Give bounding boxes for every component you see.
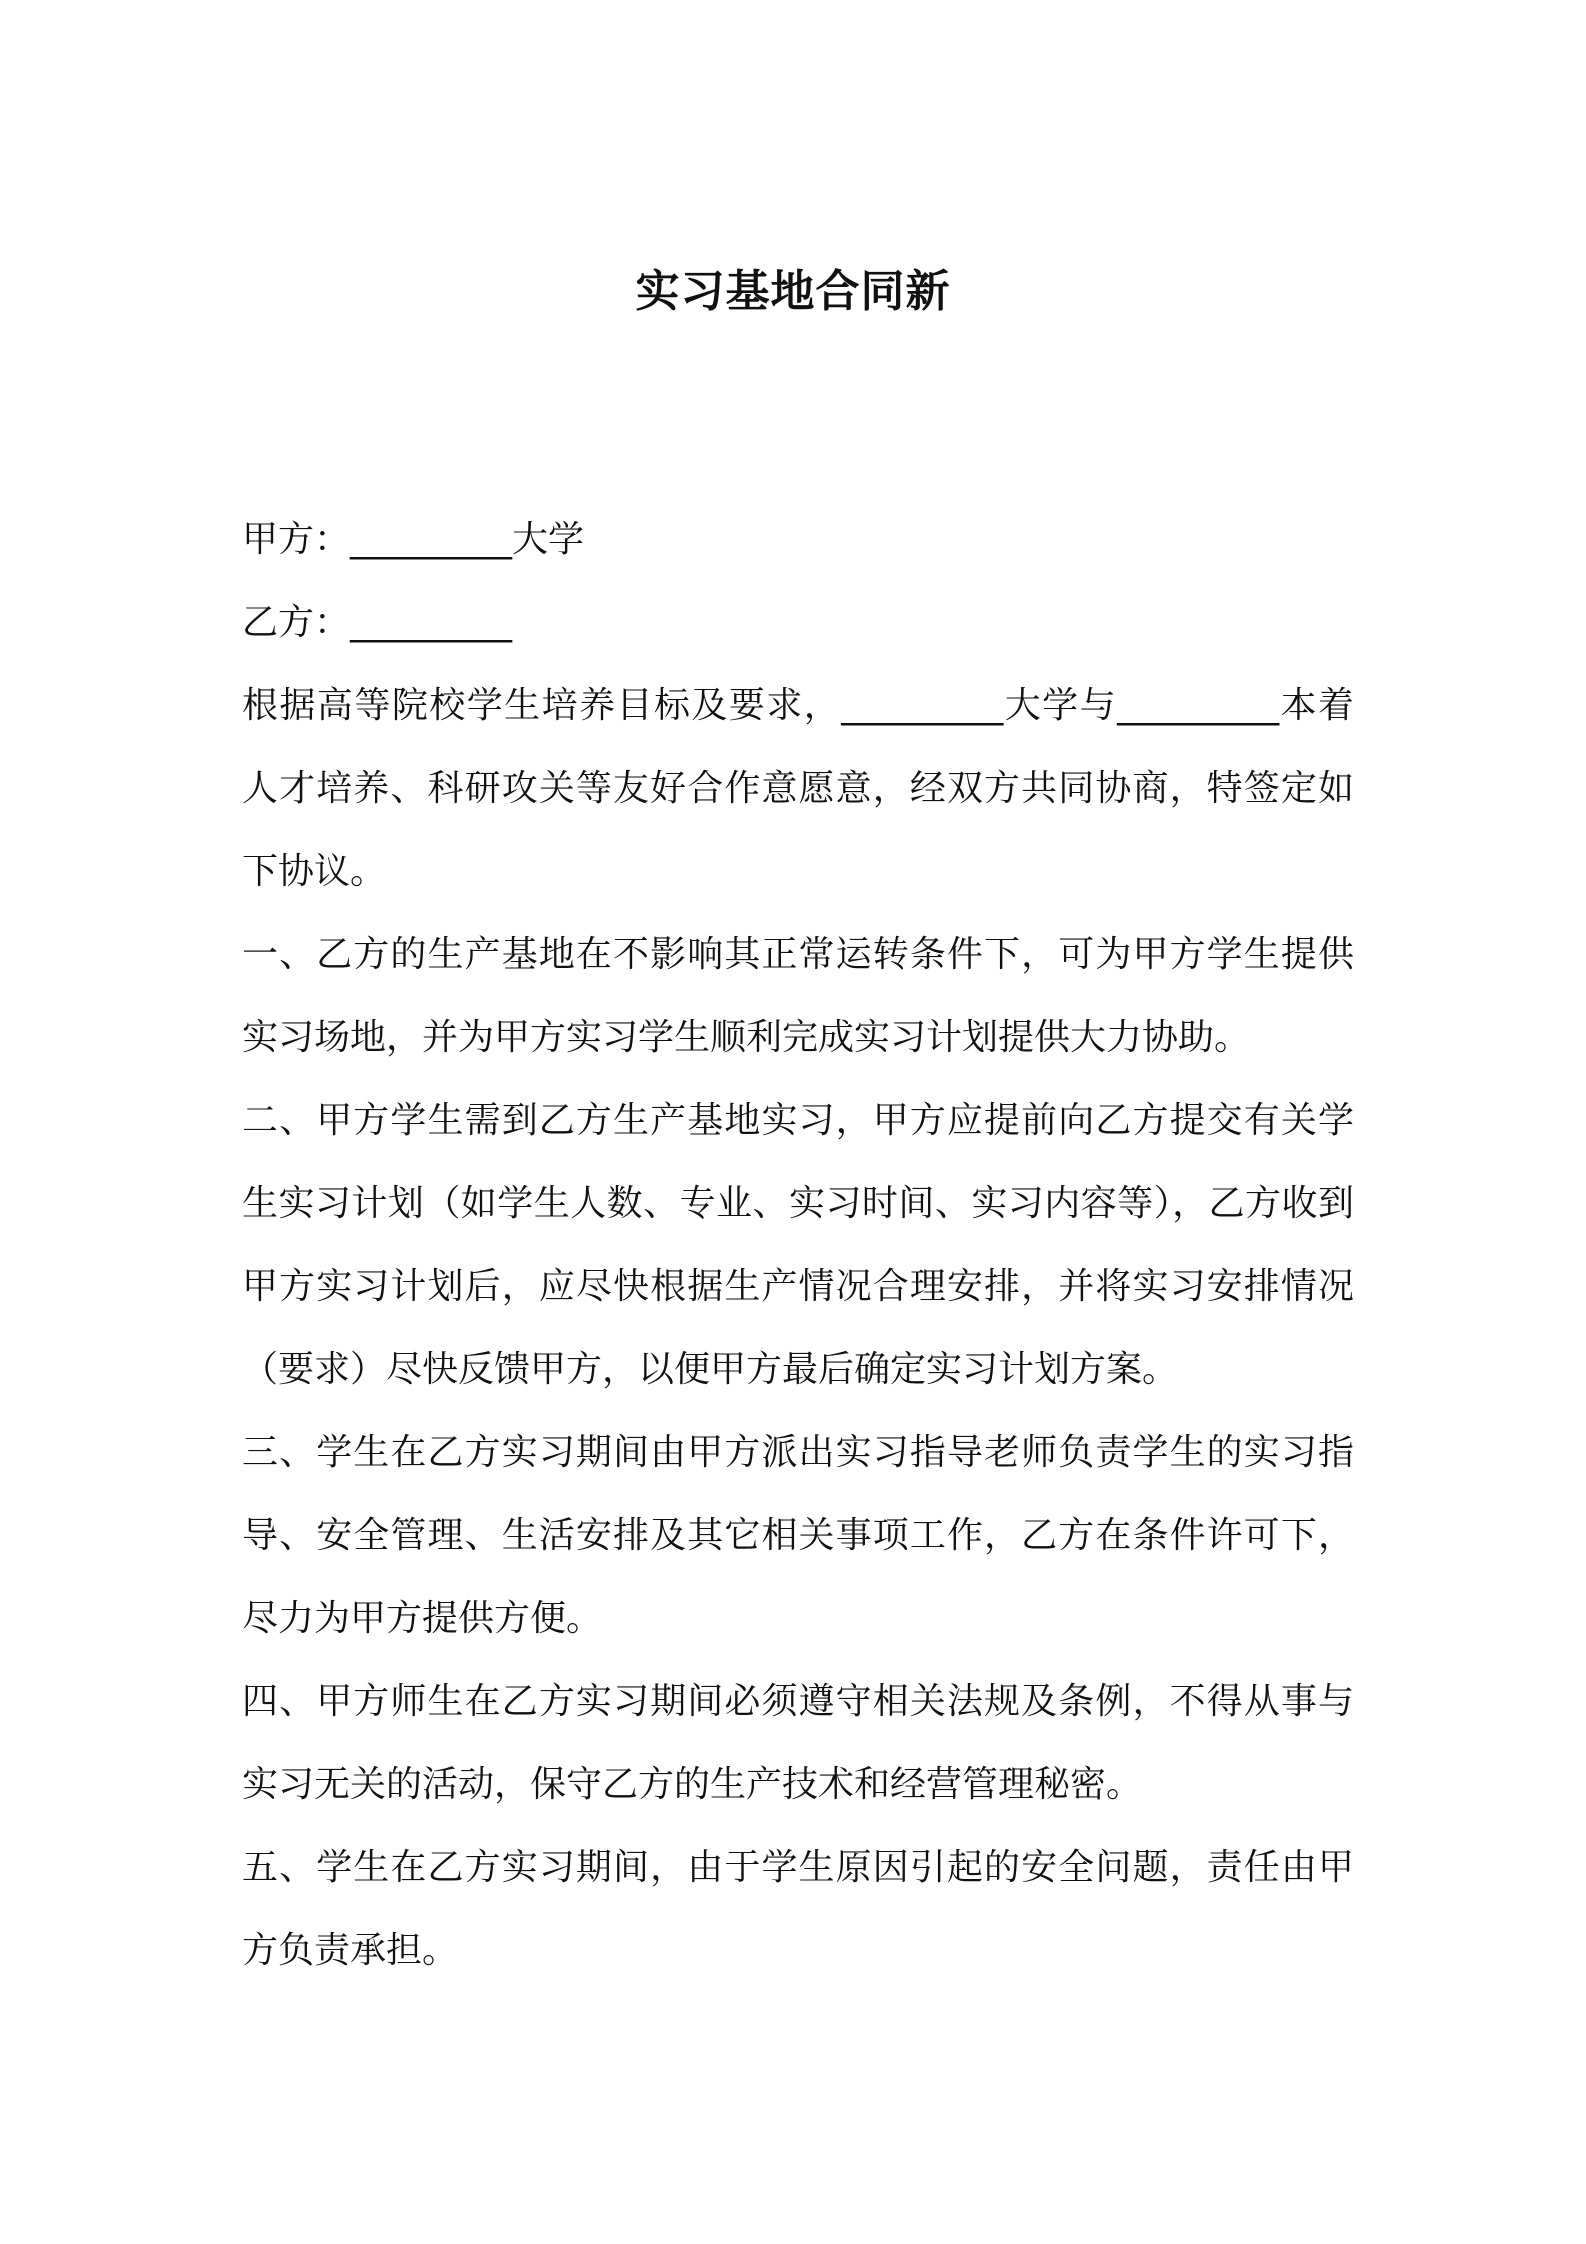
clause-2: 二、甲方学生需到乙方生产基地实习，甲方应提前向乙方提交有关学生实习计划（如学生人数、专业、实习时间、实习内容等），乙方收到甲方实习计划后，应尽快根据生产情况合理安排，并将实习安排情况（要求）尽快反馈甲方，以便甲方最后确定实习计划方案。	[242, 1100, 1354, 1390]
party-b-line: 乙方：_________	[242, 602, 513, 643]
document-title: 实习基地合同新	[635, 266, 951, 317]
clause-1: 一、乙方的生产基地在不影响其正常运转条件下，可为甲方学生提供实习场地，并为甲方实习学生顺利完成实习计划提供大力协助。	[242, 934, 1354, 1058]
party-a-line: 甲方：_________大学	[242, 519, 585, 560]
preamble-paragraph: 根据高等院校学生培养目标及要求，_________大学与_________本着人才培养、科研攻关等友好合作意愿意，经双方共同协商，特签定如下协议。	[242, 685, 1354, 892]
document-body	[242, 498, 1354, 1992]
clause-5: 五、学生在乙方实习期间，由于学生原因引起的安全问题，责任由甲方负责承担。	[242, 1847, 1354, 1971]
clause-3: 三、学生在乙方实习期间由甲方派出实习指导老师负责学生的实习指导、安全管理、生活安排及其它相关事项工作，乙方在条件许可下，尽力为甲方提供方便。	[242, 1432, 1354, 1639]
clause-4: 四、甲方师生在乙方实习期间必须遵守相关法规及条例，不得从事与实习无关的活动，保守乙方的生产技术和经营管理秘密。	[242, 1681, 1354, 1805]
